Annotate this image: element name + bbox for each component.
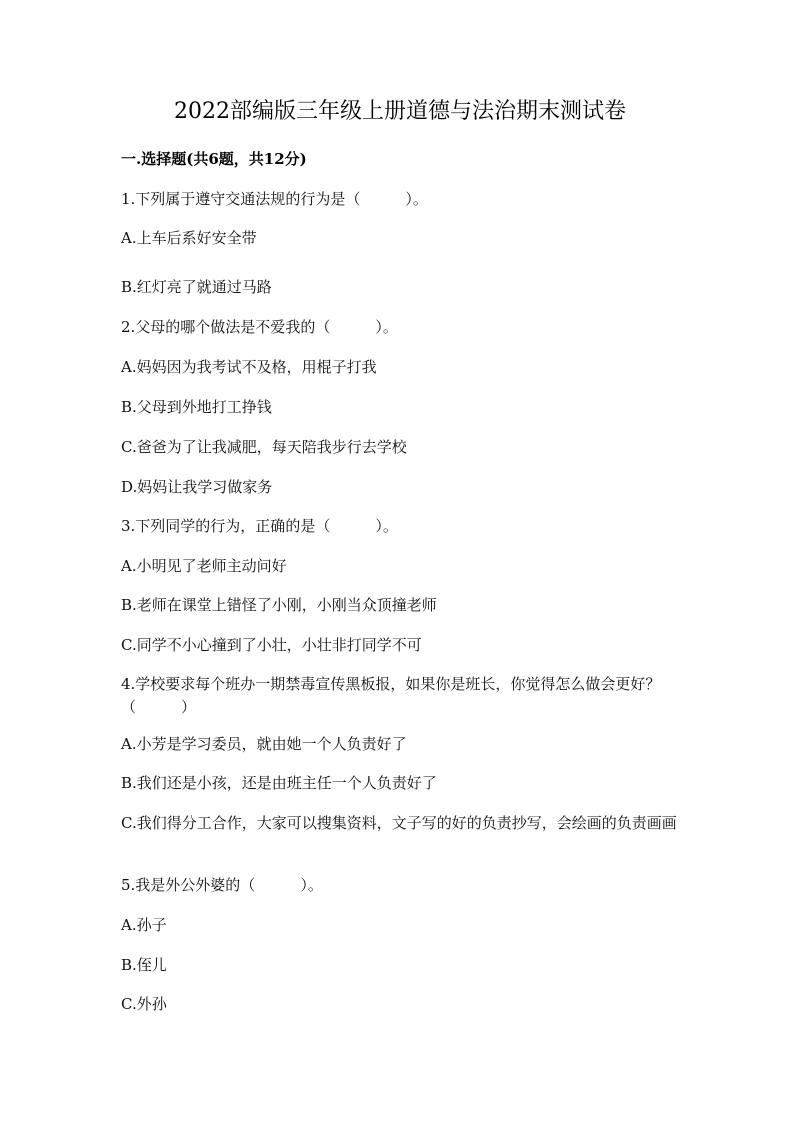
question-1-option-b: B.红灯亮了就通过马路 <box>121 278 272 296</box>
question-5-stem: 5.我是外公外婆的（ ）。 <box>121 876 323 894</box>
question-4-option-b: B.我们还是小孩，还是由班主任一个人负责好了 <box>121 774 437 792</box>
question-2-option-a: A.妈妈因为我考试不及格，用棍子打我 <box>121 358 377 376</box>
page-title: 2022部编版三年级上册道德与法治期末测试卷 <box>174 99 626 124</box>
question-2-option-b: B.父母到外地打工挣钱 <box>121 398 272 416</box>
question-3-option-b: B.老师在课堂上错怪了小刚，小刚当众顶撞老师 <box>121 596 437 614</box>
question-2-option-c: C.爸爸为了让我减肥，每天陪我步行去学校 <box>121 438 407 456</box>
section-heading: 一.选择题(共6题，共12分) <box>121 150 307 168</box>
question-4-option-a: A.小芳是学习委员，就由她一个人负责好了 <box>121 735 407 753</box>
question-3-option-c: C.同学不小心撞到了小壮，小壮非打同学不可 <box>121 636 422 654</box>
question-3-stem: 3.下列同学的行为，正确的是（ ）。 <box>121 517 398 535</box>
question-5-option-b: B.侄儿 <box>121 956 167 974</box>
question-4-stem: 4.学校要求每个班办一期禁毒宣传黑板报，如果你是班长，你觉得怎么做会更好？（ ） <box>121 675 661 716</box>
question-4-option-c: C.我们得分工合作，大家可以搜集资料，文子写的好的负责抄写，会绘画的负责画画 <box>121 814 677 832</box>
question-3-option-a: A.小明见了老师主动问好 <box>121 557 287 575</box>
question-2-stem: 2.父母的哪个做法是不爱我的（ ）。 <box>121 318 398 336</box>
question-5-option-c: C.外孙 <box>121 995 167 1013</box>
question-5-option-a: A.孙子 <box>121 916 167 934</box>
question-1-option-a: A.上车后系好安全带 <box>121 229 257 247</box>
question-1-stem: 1.下列属于遵守交通法规的行为是（ ）。 <box>121 190 428 208</box>
question-2-option-d: D.妈妈让我学习做家务 <box>121 478 273 496</box>
